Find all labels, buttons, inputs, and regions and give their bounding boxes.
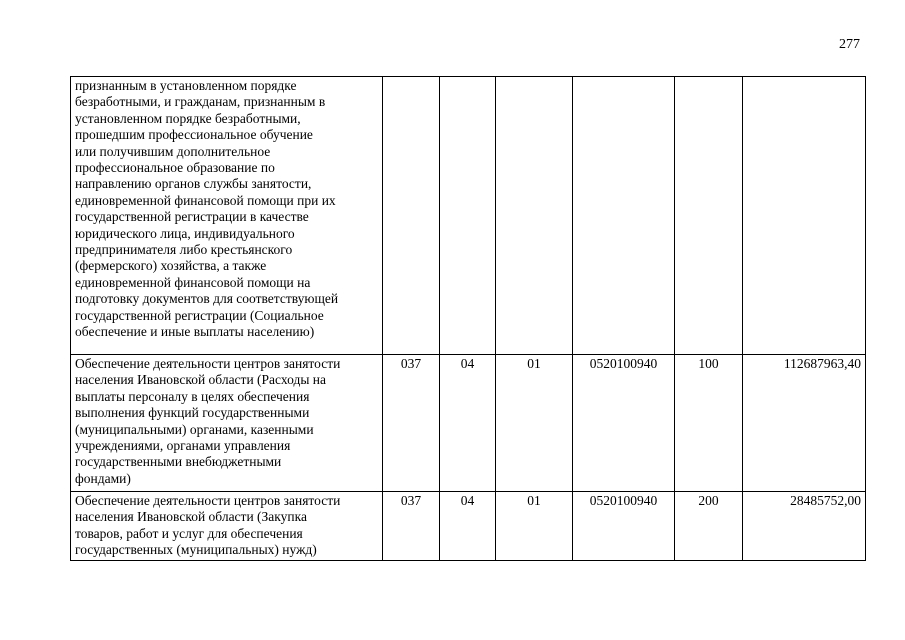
subsection-code-cell: 01: [496, 355, 573, 492]
description-line: юридического лица, индивидуального: [75, 225, 295, 241]
target-article-cell: [573, 77, 675, 355]
table-row: [71, 355, 866, 492]
table-row: [71, 77, 866, 355]
ministry-code-cell: 037: [383, 492, 440, 561]
description-cell: [71, 355, 383, 492]
description-line: выполнения функций государственными: [75, 405, 310, 421]
subsection-code-cell: 01: [496, 492, 573, 561]
description-line: Обеспечение деятельности центров занятости: [75, 493, 341, 508]
ministry-code-cell: [383, 77, 440, 355]
table-row: [71, 492, 866, 561]
description-line: (фермерского) хозяйства, а также: [75, 258, 267, 274]
expense-type-cell: [675, 77, 743, 355]
amount-cell: 112687963,40: [743, 355, 866, 492]
section-code-cell: [440, 77, 496, 355]
description-line: выплаты персоналу в целях обеспечения: [75, 388, 310, 404]
expense-type-cell: 100: [675, 355, 743, 492]
description-line: прошедшим профессиональное обучение: [75, 127, 313, 143]
ministry-code-cell: 037: [383, 355, 440, 492]
description-line: подготовку документов для соответствующей: [75, 291, 339, 307]
description-cell: [71, 492, 383, 561]
section-code-cell: 04: [440, 355, 496, 492]
description-line: единовременной финансовой помощи при их: [75, 192, 336, 208]
description-line: населения Ивановской области (Закупка: [75, 509, 307, 525]
amount-cell: 28485752,00: [743, 492, 866, 561]
budget-table: [70, 76, 866, 561]
description-line: государственных (муниципальных) нужд): [75, 542, 317, 558]
description-line: товаров, работ и услуг для обеспечения: [75, 525, 303, 541]
description-line: обеспечение и иные выплаты населению): [75, 324, 315, 340]
description-line: фондами): [75, 470, 131, 486]
description-line: учреждениями, органами управления: [75, 438, 291, 454]
description-line: государственной регистрации (Социальное: [75, 307, 324, 323]
target-article-cell: 0520100940: [573, 355, 675, 492]
description-line: (муниципальными) органами, казенными: [75, 421, 314, 437]
description-cell: [71, 77, 383, 355]
page-number: 277: [839, 37, 860, 52]
description-line: предпринимателя либо крестьянского: [75, 242, 293, 258]
description-line: безработными, и гражданам, признанным в: [75, 94, 326, 110]
expense-type-cell: 200: [675, 492, 743, 561]
amount-cell: [743, 77, 866, 355]
description-line: или получившим дополнительное: [75, 143, 271, 159]
description-line: единовременной финансовой помощи на: [75, 274, 311, 290]
target-article-cell: 0520100940: [573, 492, 675, 561]
description-line: признанным в установленном порядке: [75, 78, 297, 93]
description-line: государственной регистрации в качестве: [75, 209, 309, 225]
description-line: направлению органов службы занятости,: [75, 176, 312, 192]
description-line: государственными внебюджетными: [75, 454, 282, 470]
section-code-cell: 04: [440, 492, 496, 561]
description-line: населения Ивановской области (Расходы на: [75, 372, 326, 388]
description-line: установленном порядке безработными,: [75, 110, 301, 126]
description-line: профессиональное образование по: [75, 160, 275, 176]
subsection-code-cell: [496, 77, 573, 355]
description-line: Обеспечение деятельности центров занятости: [75, 356, 341, 371]
